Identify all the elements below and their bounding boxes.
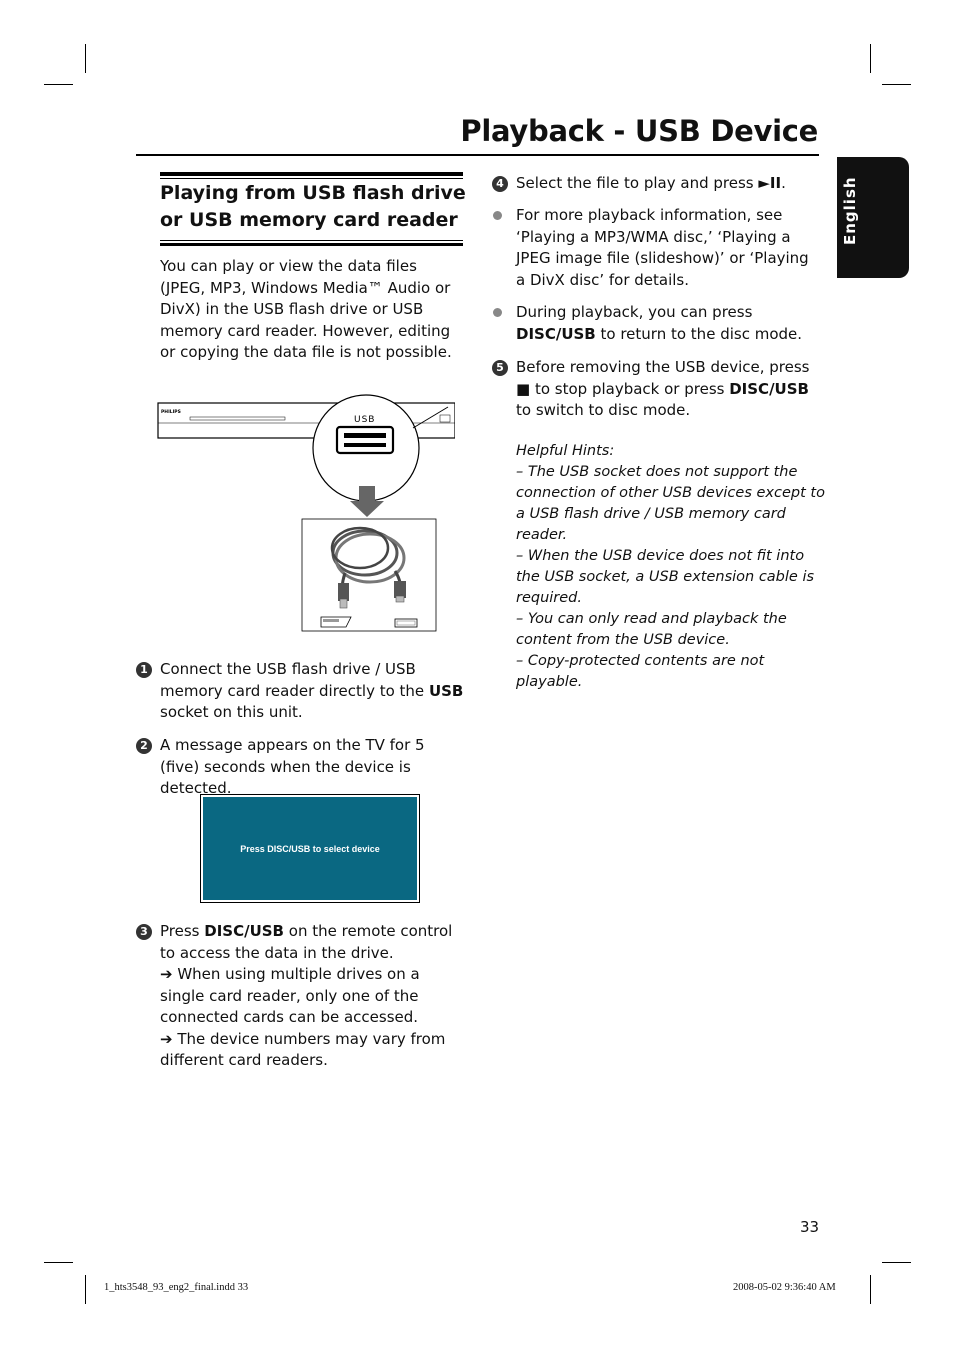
hint-item: – Copy-protected contents are not playable. <box>516 653 765 690</box>
section-heading: Playing from USB flash drive or USB memory card reader <box>160 182 466 231</box>
bullet-text: During playback, you can press DISC/USB to return to the disc mode. <box>516 303 803 343</box>
arrow-icon: ➔ <box>160 965 178 983</box>
tv-screen-display <box>203 797 417 900</box>
step-number: 1 <box>136 662 152 678</box>
step-number: 5 <box>492 360 508 376</box>
step-number: 4 <box>492 176 508 192</box>
crop-mark <box>882 84 911 85</box>
crop-mark <box>85 44 86 73</box>
section-rule <box>160 240 463 241</box>
step-number: 2 <box>136 738 152 754</box>
usb-socket-label: USB <box>354 415 376 425</box>
crop-mark <box>882 1262 911 1263</box>
crop-mark <box>870 44 871 73</box>
section-rule <box>160 172 463 176</box>
play-pause-icon: ►II <box>758 174 782 192</box>
bullet-text: For more playback information, see ‘Playing a MP3/WMA disc,’ ‘Playing a JPEG image file (slideshow)’ or ‘Playing a DivX disc’ for details. <box>516 206 809 289</box>
step-3-note: When using multiple drives on a single card reader, only one of the connected cards can be accessed. <box>160 965 420 1026</box>
tv-message: Press DISC/USB to select device <box>240 843 380 854</box>
step-number: 3 <box>136 924 152 940</box>
crop-mark <box>870 1275 871 1304</box>
page-number: 33 <box>800 1218 820 1236</box>
section-rule <box>160 243 463 246</box>
brand-label: PHILIPS <box>161 410 181 415</box>
step-3-text: Press DISC/USB on the remote control to access the data in the drive. ➔ When using multiple drives on a single card reader, only one of the connected cards can be accessed. ➔ The device numbers may vary from different card readers. <box>160 922 453 1069</box>
step-1-text: Connect the USB flash drive / USB memory card reader directly to the USB socket on this unit. <box>160 660 464 721</box>
crop-mark <box>85 1275 86 1304</box>
hints-title: Helpful Hints: <box>516 443 615 459</box>
step-2-text: A message appears on the TV for 5 (five) seconds when the device is detected. <box>160 736 425 797</box>
stop-icon: ■ <box>516 379 531 398</box>
arrow-icon: ➔ <box>160 1029 178 1048</box>
step-5-text: Before removing the USB device, press ■ to stop playback or press DISC/USB to switch to disc mode. <box>516 358 810 419</box>
bullet-icon <box>493 308 502 317</box>
helpful-hints <box>516 441 826 693</box>
page-title: Playback - USB Device <box>460 114 818 148</box>
step-3-note: The device numbers may vary from different card readers. <box>160 1029 446 1069</box>
language-tab <box>837 157 909 278</box>
step-4-text: Select the file to play and press ►II. <box>516 174 786 192</box>
tv-screen <box>200 794 420 903</box>
language-tab-label: English <box>841 176 859 245</box>
hint-item: – When the USB device does not fit into the USB socket, a USB extension cable is required. <box>516 548 815 606</box>
title-rule <box>136 154 819 156</box>
hint-item: – You can only read and playback the content from the USB device. <box>516 611 787 648</box>
usb-connection-illustration <box>155 383 455 635</box>
crop-mark <box>44 1262 73 1263</box>
section-intro: You can play or view the data files (JPEG, MP3, Windows Media™ Audio or DivX) in the USB flash drive or USB memory card reader. However, editing or copying the data file is not possible. <box>160 257 452 361</box>
bullet-icon <box>493 211 502 220</box>
section-rule <box>160 178 463 179</box>
footer-file: 1_hts3548_93_eng2_final.indd 33 <box>104 1282 249 1293</box>
footer-timestamp: 2008-05-02 9:36:40 AM <box>733 1282 836 1293</box>
crop-mark <box>44 84 73 85</box>
hint-item: – The USB socket does not support the connection of other USB devices except to a USB flash drive / USB memory card reader. <box>516 464 825 543</box>
